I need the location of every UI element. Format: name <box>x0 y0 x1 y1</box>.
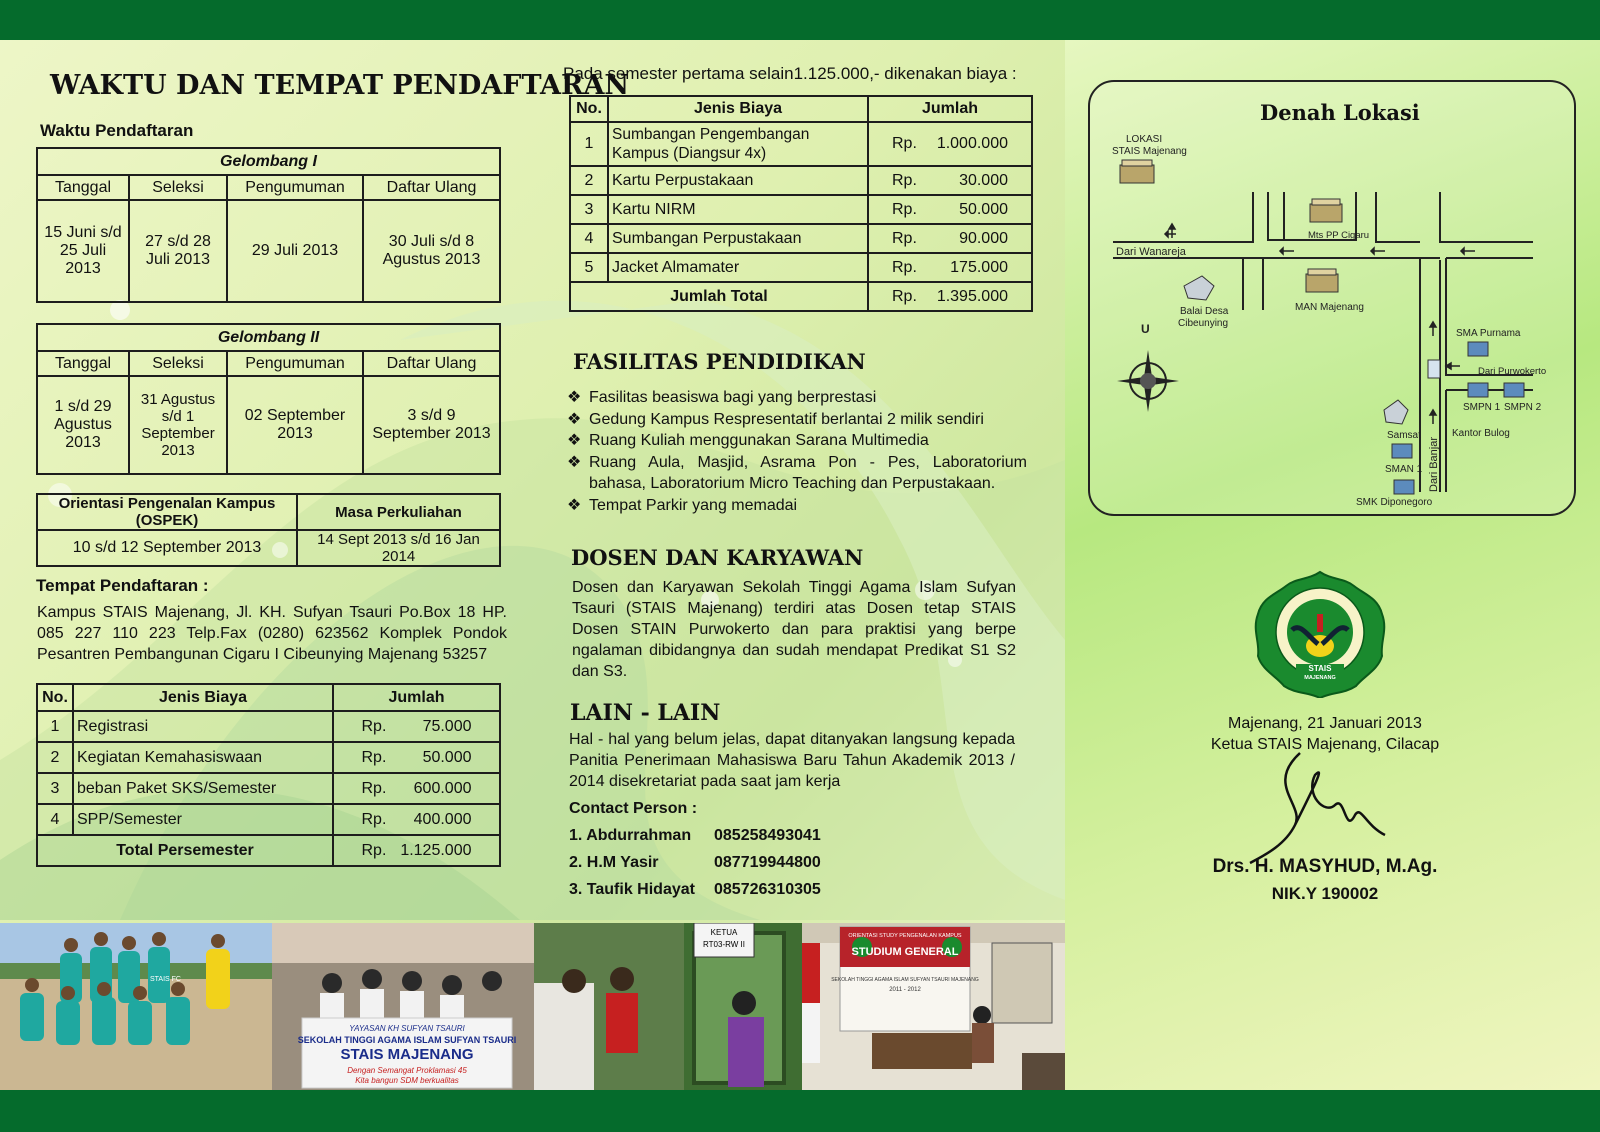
table-row <box>570 224 1032 253</box>
list-item <box>567 495 1027 517</box>
banner-text: SEKOLAH TINGGI AGAMA ISLAM SUFYAN TSAURI <box>297 1035 517 1045</box>
row-jumlah <box>868 253 1032 282</box>
row-jumlah <box>333 804 500 835</box>
stais-logo <box>1252 570 1388 698</box>
map-label: SMAN 1 <box>1385 464 1423 475</box>
list-item-text: Fasilitas beasiswa bagi yang berprestasi <box>589 389 877 406</box>
gel1-header: Seleksi <box>129 175 227 200</box>
map-label: Dari Banjar <box>1428 436 1440 492</box>
dosen-text: Dosen dan Karyawan Sekolah Tinggi Agama Islam Sufyan Tsauri (STAIS Majenang) terdiri atas Dosen tetap STAIS Dosen STAIN Purwokerto dan para praktisi yang berpe ngalaman dibidangnya dan sudah mendapat Predikat S1 S2 dan S3. <box>572 579 1016 680</box>
signature-title: Ketua STAIS Majenang, Cilacap <box>1210 736 1440 753</box>
row-jumlah <box>333 742 500 773</box>
map-label: STAIS Majenang <box>1112 146 1187 157</box>
tempat-label: Tempat Pendaftaran : <box>36 576 209 595</box>
gel1-cell: 29 Juli 2013 <box>227 200 363 302</box>
diamond-bullet-icon: ❖ <box>567 389 582 406</box>
row-jenis: Registrasi <box>73 711 333 742</box>
row-jenis: SPP/Semester <box>73 804 333 835</box>
row-jenis: Kartu Perpustakaan <box>608 166 868 195</box>
gel2-cell: 02 September 2013 <box>227 376 363 474</box>
gelombang-1-title: Gelombang I <box>37 148 500 175</box>
gel2-cell: 3 s/d 9 September 2013 <box>363 376 500 474</box>
rp-label: Rp. <box>892 229 917 247</box>
rp-label: Rp. <box>892 200 917 218</box>
gelombang-2-title: Gelombang II <box>37 324 500 351</box>
list-item-text: Gedung Kampus Respresentatif berlantai 2 milik sendiri <box>589 410 984 428</box>
rp-label: Rp. <box>361 748 387 766</box>
signature-name: Drs. H. MASYHUD, M.Ag. <box>1212 856 1438 877</box>
sign-text: RT03-RW II <box>703 940 745 949</box>
biaya-semester-pertama-table <box>569 95 1033 312</box>
table-row <box>37 742 500 773</box>
map-label: SMK Diponegoro <box>1356 497 1433 508</box>
contact-item <box>569 822 821 849</box>
gelombang-2-table <box>36 323 501 475</box>
rp-label: Rp. <box>892 287 917 305</box>
row-jenis: Kegiatan Kemahasiswaan <box>73 742 333 773</box>
signature-place-date: Majenang, 21 Januari 2013 <box>1228 715 1422 732</box>
diamond-bullet-icon: ❖ <box>567 496 582 514</box>
lain-text: Hal - hal yang belum jelas, dapat ditanyakan langsung kepada Panitia Penerimaan Mahasiswa Baru Tahun Akademik 2013 / 2014 disekretariat pada saat jam kerja <box>569 731 1015 790</box>
amount: 600.000 <box>413 779 472 797</box>
ospek-table <box>36 493 501 567</box>
row-no: 2 <box>37 742 73 773</box>
list-item-text: Ruang Aula, Masjid, Asrama Pon - Pes, Laboratorium bahasa, Laboratorium Micro Teaching dan Perpustakaan. <box>589 453 1027 492</box>
map-label: Dari Purwokerto <box>1478 366 1547 377</box>
lain-heading: LAIN - LAIN <box>570 700 721 726</box>
total-amount: 1.125.000 <box>400 841 472 859</box>
football-team-photo <box>0 923 272 1090</box>
row-jumlah <box>868 166 1032 195</box>
biaya-header: No. <box>570 96 608 122</box>
list-item <box>567 409 1027 431</box>
rp-label: Rp. <box>361 717 387 735</box>
biaya-table <box>36 683 501 867</box>
gel1-header: Pengumuman <box>227 175 363 200</box>
amount: 400.000 <box>413 810 472 828</box>
top-green-band <box>0 0 1600 40</box>
fasilitas-heading: FASILITAS PENDIDIKAN <box>573 349 866 374</box>
ospek-value: 10 s/d 12 September 2013 <box>37 530 297 566</box>
rp-label: Rp. <box>361 841 387 859</box>
compass-icon <box>1117 350 1179 412</box>
amount: 75.000 <box>422 717 472 735</box>
total-jumlah <box>868 282 1032 311</box>
waktu-label: Waktu Pendaftaran <box>40 121 194 140</box>
table-row <box>570 166 1032 195</box>
table-row <box>570 195 1032 224</box>
diamond-bullet-icon: ❖ <box>567 453 582 471</box>
contact-label: Contact Person : <box>569 800 698 817</box>
map-label: Mts PP Cigaru <box>1308 230 1370 241</box>
gel1-cell: 30 Juli s/d 8 Agustus 2013 <box>363 200 500 302</box>
map-label: Samsat <box>1387 430 1421 441</box>
list-item-text: Ruang Kuliah menggunakan Sarana Multimedia <box>589 432 929 449</box>
table-row <box>37 711 500 742</box>
map-label: SMPN 1 <box>1463 402 1501 413</box>
row-jumlah <box>333 773 500 804</box>
row-no: 4 <box>570 224 608 253</box>
table-row <box>37 804 500 835</box>
row-jenis: Kartu NIRM <box>608 195 868 224</box>
banner-text: YAYASAN KH SUFYAN TSAURI <box>349 1024 465 1033</box>
diamond-bullet-icon: ❖ <box>567 432 582 449</box>
gel2-cell: 31 Agustus s/d 1 September 2013 <box>129 376 227 474</box>
biaya-header: Jumlah <box>333 684 500 711</box>
rp-label: Rp. <box>361 810 387 828</box>
row-jumlah <box>333 711 500 742</box>
contact-name: 2. H.M Yasir <box>569 854 659 871</box>
signature-nik: NIK.Y 190002 <box>1271 884 1379 903</box>
contact-phone: 085726310305 <box>714 881 821 898</box>
seminar-text: ORIENTASI STUDY PENGENALAN KAMPUS <box>848 933 962 939</box>
banner-text: STAIS MAJENANG <box>340 1046 474 1063</box>
location-map <box>1088 80 1572 512</box>
map-label: SMA Purnama <box>1456 328 1521 339</box>
table-row <box>570 122 1032 166</box>
office-visit-photo <box>534 923 802 1090</box>
row-jumlah <box>868 122 1032 166</box>
list-item-text: Tempat Parkir yang memadai <box>589 496 798 514</box>
banner-text: Kita bangun SDM berkualitas <box>355 1076 459 1085</box>
contact-name: 3. Taufik Hidayat <box>569 881 695 898</box>
banner-text: Dengan Semangat Proklamasi 45 <box>347 1066 467 1075</box>
amount: 30.000 <box>959 171 1008 189</box>
dosen-heading: DOSEN DAN KARYAWAN <box>571 545 864 570</box>
list-item <box>567 387 1027 409</box>
map-label: MAN Majenang <box>1295 302 1364 313</box>
parade-photo <box>272 923 534 1090</box>
biaya-header: No. <box>37 684 73 711</box>
map-label: LOKASI <box>1126 134 1163 145</box>
amount: 90.000 <box>959 229 1008 247</box>
total-jumlah <box>333 835 500 866</box>
seminar-text: 2011 - 2012 <box>889 987 921 993</box>
total-amount: 1.395.000 <box>936 287 1008 305</box>
semester-intro: Pada semester pertama selain1.125.000,- dikenakan biaya : <box>563 64 1017 83</box>
amount: 1.000.000 <box>936 135 1008 152</box>
handwritten-signature <box>1245 745 1395 865</box>
gel1-cell: 27 s/d 28 Juli 2013 <box>129 200 227 302</box>
masa-perkuliahan-value: 14 Sept 2013 s/d 16 Jan 2014 <box>297 530 500 566</box>
gel2-header: Seleksi <box>129 351 227 376</box>
bottom-green-band <box>0 1090 1600 1132</box>
contact-item <box>569 876 821 903</box>
gel1-cell: 15 Juni s/d 25 Juli 2013 <box>37 200 129 302</box>
biaya-header: Jumlah <box>868 96 1032 122</box>
row-no: 3 <box>37 773 73 804</box>
rp-label: Rp. <box>892 258 917 276</box>
row-jenis: Sumbangan Perpustakaan <box>608 224 868 253</box>
rp-label: Rp. <box>892 171 917 189</box>
gel2-header: Pengumuman <box>227 351 363 376</box>
row-jumlah <box>868 195 1032 224</box>
contact-phone: 087719944800 <box>714 854 821 871</box>
map-label: Kantor Bulog <box>1452 428 1510 439</box>
list-item <box>567 452 1027 495</box>
logo-name: STAIS <box>1308 664 1332 673</box>
amount: 175.000 <box>950 258 1008 276</box>
gelombang-1-table <box>36 147 501 303</box>
diamond-bullet-icon: ❖ <box>567 410 582 428</box>
map-label: SMPN 2 <box>1504 402 1542 413</box>
amount: 50.000 <box>422 748 472 766</box>
map-label: Balai Desa <box>1180 306 1229 317</box>
contact-list <box>569 822 821 903</box>
total-label: Jumlah Total <box>570 282 868 311</box>
row-no: 4 <box>37 804 73 835</box>
gel1-header: Daftar Ulang <box>363 175 500 200</box>
registration-heading: WAKTU DAN TEMPAT PENDAFTARAN <box>50 70 630 101</box>
table-row <box>37 773 500 804</box>
seminar-text: STUDIUM GENERAL <box>851 946 959 958</box>
gel1-header: Tanggal <box>37 175 129 200</box>
seminar-text: SEKOLAH TINGGI AGAMA ISLAM SUFYAN TSAURI MAJENANG <box>831 977 979 983</box>
table-row <box>570 253 1032 282</box>
gel2-cell: 1 s/d 29 Agustus 2013 <box>37 376 129 474</box>
row-jenis: Sumbangan Pengembangan Kampus (Diangsur 4x) <box>608 122 868 166</box>
jersey-text: STAIS FC <box>150 976 181 983</box>
map-label: U <box>1141 322 1150 336</box>
amount: 50.000 <box>959 200 1008 218</box>
contact-name: 1. Abdurrahman <box>569 827 692 844</box>
row-no: 5 <box>570 253 608 282</box>
gel2-header: Daftar Ulang <box>363 351 500 376</box>
fasilitas-list <box>567 387 1027 516</box>
ospek-header: Orientasi Pengenalan Kampus (OSPEK) <box>37 494 297 530</box>
map-title: Denah Lokasi <box>1260 100 1420 125</box>
masa-perkuliahan-header: Masa Perkuliahan <box>297 494 500 530</box>
rp-label: Rp. <box>361 779 387 797</box>
row-jenis: Jacket Almamater <box>608 253 868 282</box>
row-no: 3 <box>570 195 608 224</box>
row-jumlah <box>868 224 1032 253</box>
tempat-text: Kampus STAIS Majenang, Jl. KH. Sufyan Tsauri Po.Box 18 HP. 085 227 110 223 Telp.Fax (0280) 623562 Komplek Pondok Pesantren Pembangunan Cigaru I Cibeunying Majenang 53257 <box>37 604 507 663</box>
gel2-header: Tanggal <box>37 351 129 376</box>
rp-label: Rp. <box>892 135 917 152</box>
map-label: Dari Wanareja <box>1116 246 1186 258</box>
contact-item <box>569 849 821 876</box>
total-label: Total Persemester <box>37 835 333 866</box>
contact-phone: 085258493041 <box>714 827 821 844</box>
biaya-header: Jenis Biaya <box>608 96 868 122</box>
list-item <box>567 430 1027 452</box>
row-no: 2 <box>570 166 608 195</box>
map-label: Cibeunying <box>1178 318 1229 329</box>
seminar-photo <box>802 923 1065 1090</box>
row-jenis: beban Paket SKS/Semester <box>73 773 333 804</box>
sign-text: KETUA <box>710 928 738 937</box>
biaya-header: Jenis Biaya <box>73 684 333 711</box>
row-no: 1 <box>570 122 608 166</box>
logo-name: MAJENANG <box>1304 675 1336 681</box>
row-no: 1 <box>37 711 73 742</box>
